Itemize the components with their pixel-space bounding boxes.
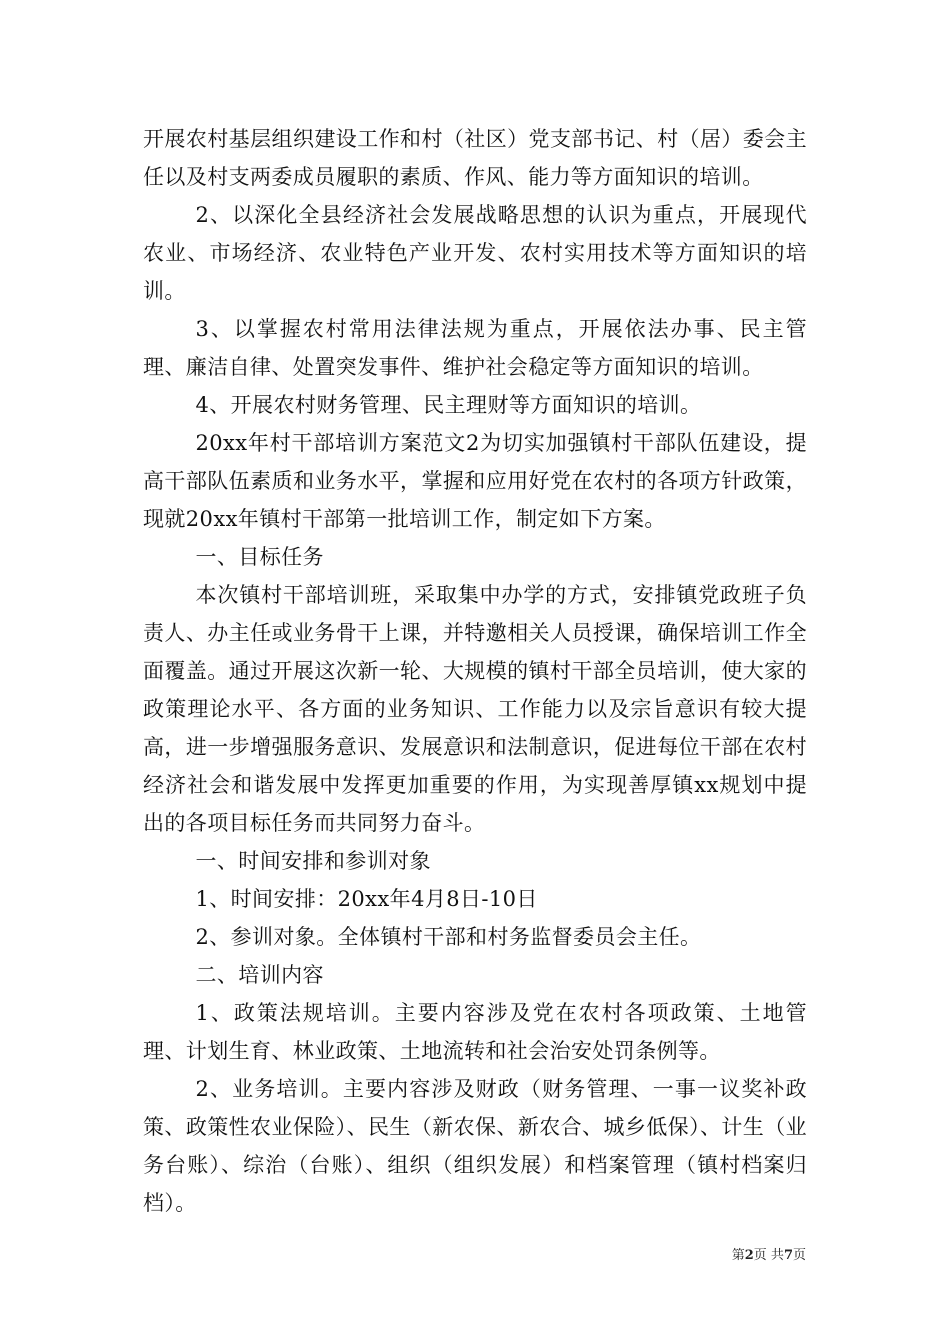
- paragraph-13: 2、业务培训。主要内容涉及财政（财务管理、一事一议奖补政策、政策性农业保险）、民生（新农保、新农合、城乡低保）、计生（业务台账）、综治（台账）、组织（组织发展）和档案管理（镇村档案归档）。: [143, 1077, 807, 1215]
- paragraph-1: 开展农村基层组织建设工作和村（社区）党支部书记、村（居）委会主任以及村支两委成员履职的素质、作风、能力等方面知识的培训。: [143, 127, 807, 189]
- footer-middle: 页 共: [753, 1248, 784, 1263]
- page-footer: [0, 1247, 806, 1265]
- footer-suffix: 页: [792, 1248, 806, 1263]
- section-heading-goals: 一、目标任务: [195, 545, 324, 569]
- section-heading-content: 二、培训内容: [195, 963, 324, 987]
- paragraph-10: 2、参训对象。全体镇村干部和村务监督委员会主任。: [195, 925, 702, 949]
- current-page-number: 2: [744, 1248, 754, 1263]
- paragraph-4: 4、开展农村财务管理、民主理财等方面知识的培训。: [195, 393, 702, 417]
- paragraph-2: 2、以深化全县经济社会发展战略思想的认识为重点，开展现代农业、市场经济、农业特色产业开发、农村实用技术等方面知识的培训。: [143, 203, 807, 303]
- section-heading-schedule: 一、时间安排和参训对象: [195, 849, 431, 873]
- footer-prefix: 第: [731, 1248, 745, 1263]
- paragraph-3: 3、以掌握农村常用法律法规为重点，开展依法办事、民主管理、廉洁自律、处置突发事件、维护社会稳定等方面知识的培训。: [143, 317, 807, 379]
- total-pages-number: 7: [783, 1248, 793, 1263]
- paragraph-5: 20xx年村干部培训方案范文2为切实加强镇村干部队伍建设，提高干部队伍素质和业务水平，掌握和应用好党在农村的各项方针政策，现就20xx年镇村干部第一批培训工作，制定如下方案。: [143, 431, 807, 531]
- paragraph-7: 本次镇村干部培训班，采取集中办学的方式，安排镇党政班子负责人、办主任或业务骨干上课，并特邀相关人员授课，确保培训工作全面覆盖。通过开展这次新一轮、大规模的镇村干部全员培训，使大家的政策理论水平、各方面的业务知识、工作能力以及宗旨意识有较大提高，进一步增强服务意识、发展意识和法制意识，促进每位干部在农村经济社会和谐发展中发挥更加重要的作用，为实现善厚镇xx规划中提出的各项目标任务而共同努力奋斗。: [143, 583, 807, 835]
- paragraph-9: 1、时间安排：20xx年4月8日-10日: [195, 887, 538, 911]
- document-body: [143, 120, 807, 1222]
- paragraph-12: 1、政策法规培训。主要内容涉及党在农村各项政策、土地管理、计划生育、林业政策、土地流转和社会治安处罚条例等。: [143, 1001, 807, 1063]
